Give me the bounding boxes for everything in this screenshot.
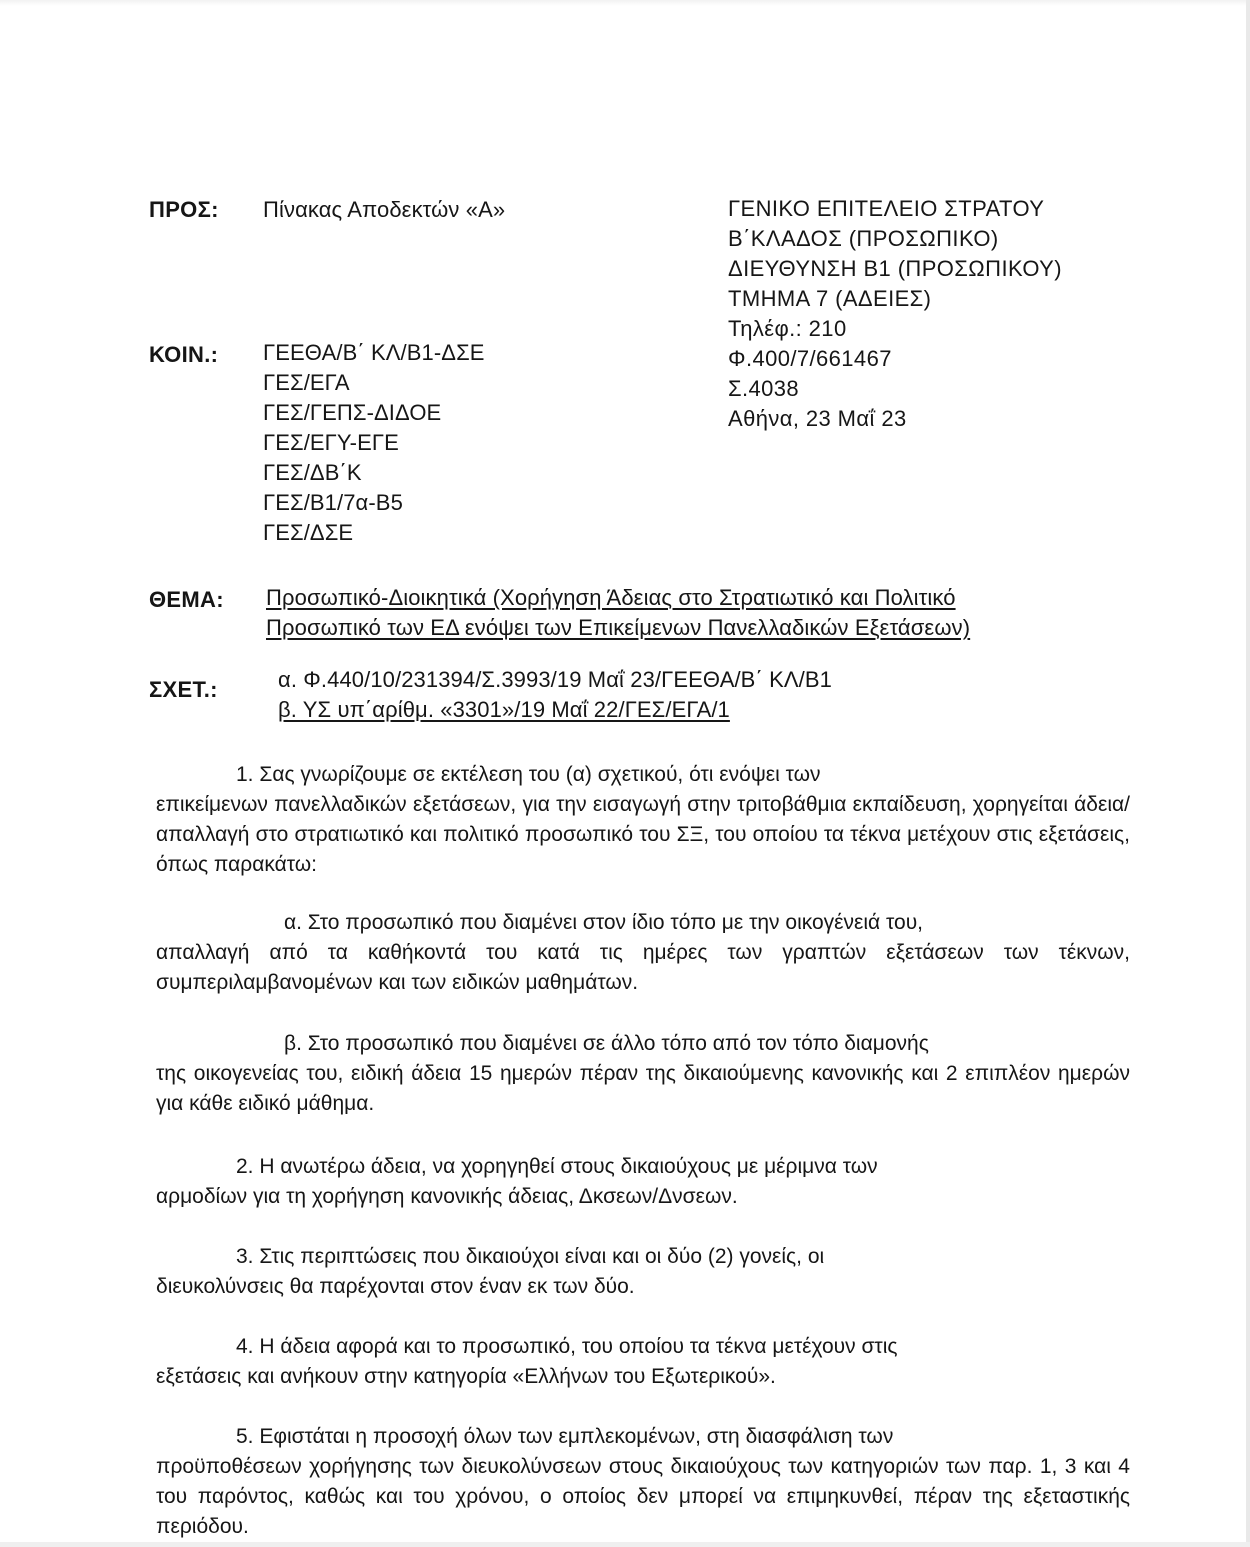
paragraph-1b-body: της οικογενείας του, ειδική άδεια 15 ημερών πέραν της δικαιούμενης κανονικής και 2 επιπλέον ημερών για κάθε ειδικό μάθημα. [156,1062,1130,1115]
sender-line: ΤΜΗΜΑ 7 (ΑΔΕΙΕΣ) [728,286,932,311]
scan-edge-top [0,0,1250,6]
paragraph-1b-first-line: β. Στο προσωπικό που διαμένει σε άλλο τόπο από τον τόπο διαμονής [284,1032,929,1055]
sender-line: ΓΕΝΙΚΟ ΕΠΙΤΕΛΕΙΟ ΣΤΡΑΤΟΥ [728,196,1045,221]
paragraph-5-first-line: 5. Εφιστάται η προσοχή όλων των εμπλεκομένων, στη διασφάλιση των [236,1425,894,1448]
sender-line: ΔΙΕΥΘΥΝΣΗ Β1 (ΠΡΟΣΩΠΙΚΟΥ) [728,256,1062,281]
cc-item: ΓΕΣ/ΓΕΠΣ-ΔΙΔΟΕ [263,400,442,425]
cc-item: ΓΕΕΘΑ/Β΄ ΚΛ/Β1-ΔΣΕ [263,340,485,365]
cc-item: ΓΕΣ/ΔΣΕ [263,520,354,545]
paragraph-2-first-line: 2. Η ανωτέρω άδεια, να χορηγηθεί στους δικαιούχους με μέριμνα των [236,1155,878,1178]
sender-phone-text: Τηλέφ.: 210 [728,316,847,341]
paragraph-1a [156,908,1130,998]
sender-phone [728,314,1062,344]
subject-line: Προσωπικό-Διοικητικά (Χορήγηση Άδειας στο Στρατιωτικό και Πολιτικό [266,585,956,610]
paragraph-2-body: αρμοδίων για τη χορήγηση κανονικής άδειας, Δκσεων/Δνσεων. [156,1185,738,1208]
sender-serial: Σ.4038 [728,376,800,401]
paragraph-1-body: επικείμενων πανελλαδικών εξετάσεων, για την εισαγωγή στην τριτοβάθμια εκπαίδευση, χορηγείται άδεια/απαλλαγή στο στρατιωτικό και πολιτικό προσωπικό του ΣΞ, του οποίου τα τέκνα μετέχουν στις εξετάσεις, όπως παρακάτω: [156,793,1130,876]
paragraph-4 [156,1332,1130,1392]
reference-item: α. Φ.440/10/231394/Σ.3993/19 Μαΐ 23/ΓΕΕΘΑ/Β΄ ΚΛ/Β1 [278,667,832,692]
redaction-box [849,316,1019,340]
sender-line: Β΄ΚΛΑΔΟΣ (ΠΡΟΣΩΠΙΚΟ) [728,226,999,251]
recipients-value: Πίνακας Αποδεκτών «Α» [263,197,506,222]
cc-item: ΓΕΣ/Β1/7α-Β5 [263,490,403,515]
paragraph-3 [156,1242,1130,1302]
scan-edge-right [1246,0,1250,1547]
paragraph-5-body: προϋποθέσεων χορήγησης των διευκολύνσεων στους δικαιούχους των κατηγοριών των παρ. 1, 3 και 4 του παρόντος, καθώς και του χρόνου, ο οποίος δεν μπορεί να επιμηκυνθεί, πέραν της εξεταστικής περιόδου. [156,1455,1130,1538]
subject-text [266,583,970,643]
cc-item: ΓΕΣ/ΕΓΥ-ΕΓΕ [263,430,399,455]
cc-item: ΓΕΣ/ΔΒ΄Κ [263,460,362,485]
subject-label: ΘΕΜΑ: [149,587,224,612]
paragraph-1a-body: απαλλαγή από τα καθήκοντά του κατά τις ημέρες των γραπτών εξετάσεων των τέκνων, συμπεριλαμβανομένων και των ειδικών μαθημάτων. [156,941,1130,994]
cc-label: ΚΟΙΝ.: [149,342,219,367]
paragraph-2 [156,1152,1130,1212]
references-label: ΣΧΕΤ.: [149,677,218,702]
scan-edge-bottom [0,1542,1250,1547]
reference-item: β. ΥΣ υπ΄αρίθμ. «3301»/19 Μαΐ 22/ΓΕΣ/ΕΓΑ/1 [278,697,730,722]
recipients-label: ΠΡΟΣ: [149,197,219,222]
paragraph-3-body: διευκολύνσεις θα παρέχονται στον έναν εκ των δύο. [156,1275,635,1298]
paragraph-1-first-line: 1. Σας γνωρίζουμε σε εκτέλεση του (α) σχετικού, ότι ενόψει των [236,763,821,786]
references-list [278,665,832,725]
sender-block [728,194,1062,434]
sender-file-number: Φ.400/7/661467 [728,346,892,371]
paragraph-4-first-line: 4. Η άδεια αφορά και το προσωπικό, του οποίου τα τέκνα μετέχουν στις [236,1335,898,1358]
paragraph-5 [156,1422,1130,1542]
paragraph-1b [156,1029,1130,1119]
cc-item: ΓΕΣ/ΕΓΑ [263,370,350,395]
paragraph-3-first-line: 3. Στις περιπτώσεις που δικαιούχοι είναι και οι δύο (2) γονείς, οι [236,1245,825,1268]
paragraph-1a-first-line: α. Στο προσωπικό που διαμένει στον ίδιο τόπο με την οικογένειά του, [284,911,924,934]
subject-line: Προσωπικό των ΕΔ ενόψει των Επικείμενων Πανελλαδικών Εξετάσεων) [266,615,971,640]
cc-list [263,338,485,548]
paragraph-4-body: εξετάσεις και ανήκουν στην κατηγορία «Ελλήνων του Εξωτερικού». [156,1365,776,1388]
paragraph-1 [156,760,1130,880]
sender-place-date: Αθήνα, 23 Μαΐ 23 [728,406,907,431]
